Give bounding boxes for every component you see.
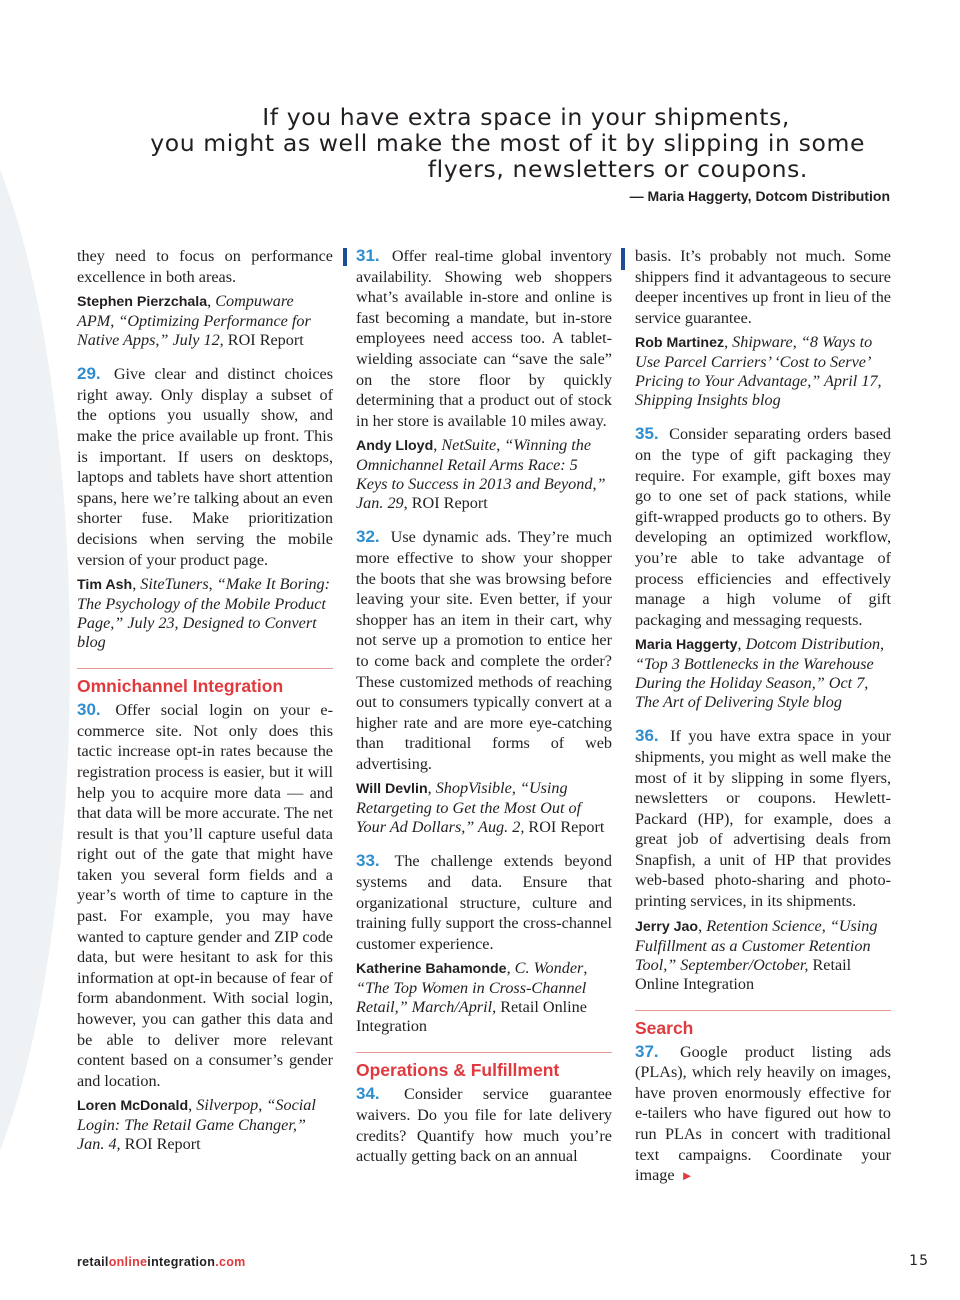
- tip-32: [356, 527, 612, 774]
- tip-35: [635, 424, 891, 630]
- source-publication: Retail Online Integration: [356, 998, 587, 1036]
- footer-url-part: .com: [215, 1255, 246, 1269]
- tip-number: 35.: [635, 424, 659, 444]
- footer-url-part: retail: [77, 1255, 109, 1269]
- tip-number: 37.: [635, 1041, 659, 1061]
- source-name: Will Devlin: [356, 781, 428, 798]
- footer-url-part: integration: [147, 1255, 216, 1269]
- pull-quote-line: you might as well make the most of it by slipping in some: [150, 129, 865, 157]
- tip-text: Google product listing ads (PLAs), which rely heavily on images, have proven enormously effective for e-tailers who have figured out how to run PLAs in concert with traditional text campaigns. Coordinate your image: [635, 1042, 892, 1185]
- article-column-3: [635, 246, 891, 1187]
- tip-number: 31.: [356, 246, 380, 265]
- tip-31: [356, 246, 612, 431]
- source-name: Rob Martinez: [635, 335, 725, 352]
- source-publication: ROI Report: [411, 494, 488, 513]
- tip-36: [635, 726, 891, 911]
- source-title: “Using Retargeting to Get the Most Out of Your Ad Dollars,” Aug. 2,: [356, 779, 582, 837]
- source-company: Compuware APM: [77, 292, 294, 331]
- source-citation: Maria Haggerty, Dotcom Distribution, “Top 3 Bottlenecks in the Warehouse During the Holiday Season,” Oct 7, The Art of Delivering Style blog: [635, 635, 885, 712]
- source-name: Katherine Bahamonde: [356, 961, 507, 978]
- section-heading-operations: Operations & Fulfillment: [356, 1060, 560, 1081]
- tip-34: [356, 1084, 612, 1166]
- background-swoosh: [0, 60, 70, 1260]
- source-citation: Will Devlin, ShopVisible, “Using Retargeting to Get the Most Out of Your Ad Dollars,” Aug. 2, ROI Report: [356, 779, 605, 837]
- tip-number: 32.: [356, 527, 380, 547]
- column-divider-bar: [343, 248, 347, 266]
- source-publication: ROI Report: [124, 1135, 201, 1154]
- source-company: NetSuite: [441, 436, 497, 455]
- pull-quote-line: If you have extra space in your shipments,: [262, 103, 790, 131]
- section-divider: [635, 1010, 891, 1040]
- footer-url-part: online: [108, 1255, 148, 1269]
- source-publication: ROI Report: [528, 818, 605, 837]
- source-company: SiteTuners: [140, 575, 209, 594]
- article-column-1: [77, 246, 333, 1154]
- source-company: Retention Science: [706, 916, 822, 935]
- source-citation: Rob Martinez, Shipware, “8 Ways to Use Parcel Carriers’ ‘Cost to Serve’ Pricing to Your Advantage,” April 17, Shipping Insights blog: [635, 333, 882, 410]
- source-company: C. Wonder: [514, 959, 584, 978]
- source-name: Tim Ash: [77, 577, 133, 594]
- tip-number: 36.: [635, 726, 659, 746]
- tip-text: Consider service guarantee waivers. Do you file for late delivery credits? Quantify how much you’re actually getting back on an annual: [356, 1085, 612, 1166]
- source-citation: Stephen Pierzchala, Compuware APM, “Optimizing Performance for Native Apps,” July 12, ROI Report: [77, 292, 311, 350]
- source-title: “Social Login: The Retail Game Changer,” Jan. 4,: [77, 1096, 316, 1154]
- tip-33: [356, 851, 612, 954]
- pull-quote-line: flyers, newsletters or coupons.: [427, 155, 808, 183]
- source-title: “Using Fulfillment as a Customer Retention Tool,” September/October,: [635, 916, 878, 974]
- source-title: “The Top Women in Cross-Channel Retail,” March/April,: [356, 979, 587, 1017]
- source-company: Shipware: [732, 333, 793, 352]
- source-name: Jerry Jao: [635, 918, 699, 935]
- source-title: “Winning the Omnichannel Retail Arms Race: 5 Keys to Success in 2013 and Beyond,” Jan. 29,: [356, 436, 606, 513]
- tip-text: If you have extra space in your shipments, you might as well make the most of it by slipping in some flyers, newsletters or coupons. Hewlett-Packard (HP), for example, does a great job of advertising deals from Snapfish, a unit of HP that provides web-based photo-sharing and photo-printing services, in its shipments.: [635, 727, 891, 911]
- source-company: ShopVisible: [435, 779, 512, 798]
- tip-text: The challenge extends beyond systems and data. Ensure that organizational structure, culture and training fully support the cross-channel customer experience.: [356, 852, 612, 953]
- tip-37: [635, 1042, 891, 1187]
- source-name: Andy Lloyd: [356, 438, 434, 455]
- tip-29: [77, 364, 333, 570]
- source-title: “Top 3 Bottlenecks in the Warehouse During the Holiday Season,” Oct 7, The Art of Delivering Style blog: [635, 655, 874, 712]
- section-heading-omnichannel: Omnichannel Integration: [77, 676, 284, 697]
- source-name: Stephen Pierzchala: [77, 294, 208, 311]
- tip-text: Use dynamic ads. They’re much more effective to show your shopper the boots that she was browsing before leaving your site. Even better, if your shopper has an item in their cart, why not serve up a promotion to entice her to come back and complete the order? These customized methods of reaching out to consumers typically convert at a higher rate and are more eye-catching than traditional forms of web advertising.: [356, 528, 612, 773]
- section-heading-search: Search: [635, 1017, 694, 1038]
- source-title: “8 Ways to Use Parcel Carriers’ ‘Cost to Serve’ Pricing to Your Advantage,” April 17, Shipping Insights blog: [635, 333, 882, 410]
- section-divider: [77, 668, 333, 698]
- source-publication: ROI Report: [227, 331, 304, 350]
- pull-quote: [70, 104, 890, 204]
- footer-website: [77, 1255, 246, 1269]
- source-publication: Retail Online Integration: [635, 955, 852, 993]
- tip-30: [77, 700, 333, 1091]
- tip-number: 29.: [77, 364, 101, 384]
- source-name: Maria Haggerty: [635, 637, 738, 654]
- source-citation: Loren McDonald, Silverpop, “Social Login: The Retail Game Changer,” Jan. 4, ROI Report: [77, 1096, 316, 1154]
- tip-text: Offer social login on your e-commerce site. Not only does this tactic increase opt-in rates because the registration process is easier, but it will help you to acquire more data — and that data will be more accurate. The net result is that you’ll capture useful data right out of the gate that might have taken you several form fields and a year’s worth of time to capture in the past. For example, you may have wanted to capture gender and ZIP code data, but were hesitant to ask for this information at opt-in because of fear of form abandonment. With social login, however, you can gather this data and be able to deliver more relevant content based on a consumer’s gender and location.: [77, 701, 333, 1090]
- source-title: “Make It Boring: The Psychology of the Mobile Product Page,” July 23, Designed to Convert blog: [77, 575, 331, 652]
- article-column-2: [356, 246, 612, 1167]
- page-number: 15: [909, 1253, 929, 1269]
- source-company: Silverpop: [196, 1096, 259, 1115]
- tip-text: Give clear and distinct choices right away. Only display a subset of the options you usually show, and make the price available up front. This is important. If users on desktops, laptops and tablets have short attention spans, here we’re talking about an even shorter fuse. Make prioritization decisions when serving the mobile version of your product page.: [77, 365, 334, 569]
- body-text: basis. It’s probably not much. Some shippers find it advantageous to secure deeper incentives up front in lieu of the service guarantee.: [635, 247, 891, 327]
- pull-quote-attribution: — Maria Haggerty, Dotcom Distribution: [629, 188, 890, 204]
- tip-text: Consider separating orders based on the type of gift packaging they require. For example, gift boxes may go to one set of pack stations, while gift-wrapped products go to others. By developing an optimized workflow, you’re able to take advantage of process efficiencies and effectively manage a high volume of gift packaging and messaging requests.: [635, 425, 892, 629]
- source-citation: Jerry Jao, Retention Science, “Using Fulfillment as a Customer Retention Tool,” September/October, Retail Online Integration: [635, 916, 878, 993]
- tip-text: Offer real-time global inventory availability. Showing web shoppers what’s available in-store and online is fast becoming a mandate, but in-store employees need access too. A tablet-wielding associate can “save the sale” on the store floor by quickly determining that a product out of stock in her store is available 10 miles away.: [356, 247, 612, 430]
- source-title: “Optimizing Performance for Native Apps,” July 12,: [77, 312, 311, 350]
- tip-number: 33.: [356, 851, 380, 871]
- tip-number: 34.: [356, 1084, 380, 1104]
- source-citation: Andy Lloyd, NetSuite, “Winning the Omnichannel Retail Arms Race: 5 Keys to Success in 2013 and Beyond,” Jan. 29, ROI Report: [356, 436, 606, 513]
- source-citation: Tim Ash, SiteTuners, “Make It Boring: The Psychology of the Mobile Product Page,” July 23, Designed to Convert blog: [77, 575, 331, 652]
- source-citation: Katherine Bahamonde, C. Wonder, “The Top Women in Cross-Channel Retail,” March/April, Retail Online Integration: [356, 959, 588, 1036]
- continue-arrow-icon: ►: [680, 1168, 694, 1184]
- body-text: they need to focus on performance excellence in both areas.: [77, 247, 333, 286]
- tip-number: 30.: [77, 700, 101, 720]
- source-name: Loren McDonald: [77, 1098, 189, 1115]
- column-divider-bar: [621, 248, 625, 270]
- source-company: Dotcom Distribution: [745, 635, 881, 654]
- section-divider: [356, 1052, 612, 1082]
